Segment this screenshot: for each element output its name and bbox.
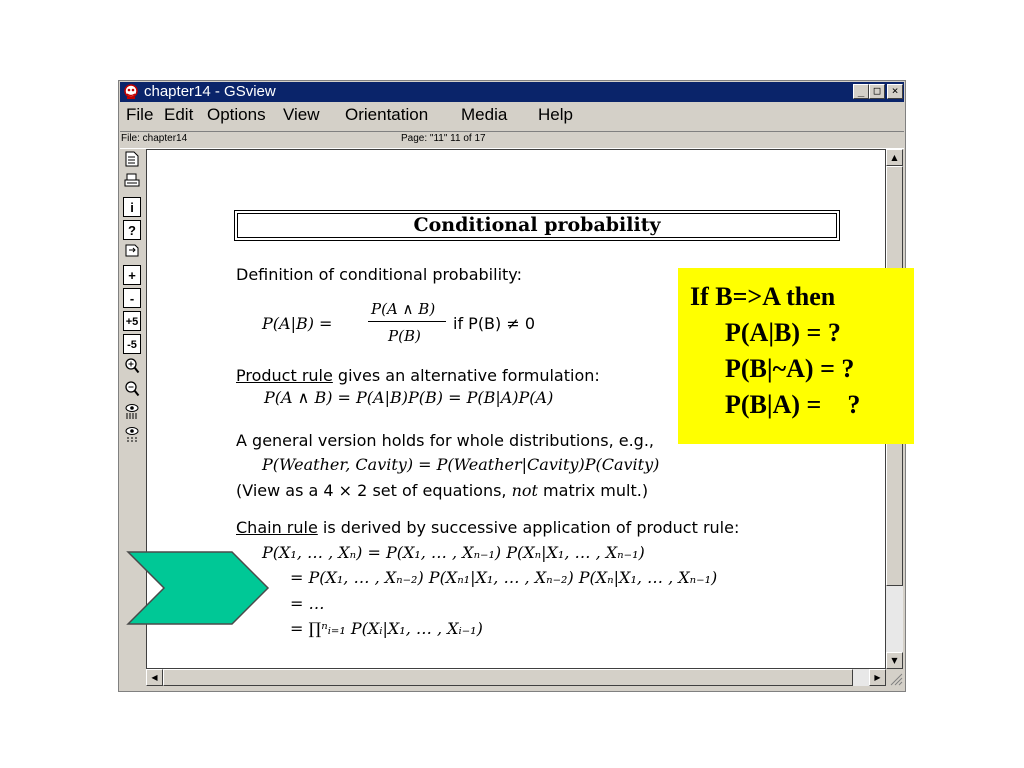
product-rule-link: Product rule: [236, 366, 333, 385]
menu-bar: [120, 103, 904, 127]
definition-numerator: P(A ∧ B): [371, 300, 436, 318]
question-callout: [678, 268, 914, 444]
prev-5-pages-button[interactable]: -5: [123, 334, 141, 354]
file-name-status: File: chapter14: [121, 133, 188, 144]
help-button[interactable]: ?: [123, 220, 141, 240]
view-note-b: matrix mult.): [537, 481, 649, 500]
chain-rule-text: is derived by successive application of product rule:: [317, 518, 740, 537]
title-bar[interactable]: [120, 82, 904, 102]
find-icon[interactable]: [123, 403, 141, 423]
chain-formula-line-4: = ∏ⁿᵢ₌₁ P(Xᵢ|X₁, … , Xᵢ₋₁): [290, 619, 483, 638]
info-button[interactable]: i: [123, 197, 141, 217]
menu-media[interactable]: Media: [461, 105, 508, 124]
menu-orientation[interactable]: Orientation: [345, 105, 429, 124]
definition-lhs: P(A|B) =: [262, 314, 333, 333]
zoom-out-icon[interactable]: [123, 380, 141, 400]
status-line: [120, 131, 904, 149]
horizontal-scrollbar[interactable]: [146, 669, 886, 686]
view-note: [236, 481, 648, 500]
chain-formula-line-1: P(X₁, … , Xₙ) = P(X₁, … , Xₙ₋₁) P(Xₙ|X₁, … , Xₙ₋₁): [262, 543, 645, 562]
general-version-text: A general version holds for whole distributions, e.g.,: [236, 431, 654, 450]
product-rule-formula: P(A ∧ B) = P(A|B)P(B) = P(B|A)P(A): [264, 388, 554, 407]
page-status: Page: "11" 11 of 17: [401, 133, 486, 144]
slide-title: Conditional probability: [237, 213, 837, 238]
product-rule-text: gives an alternative formulation:: [332, 366, 600, 385]
scroll-down-icon[interactable]: ▼: [886, 652, 903, 669]
next-5-pages-button[interactable]: +5: [123, 311, 141, 331]
view-note-a: (View as a 4 × 2 set of equations,: [236, 481, 512, 500]
definition-heading: Definition of conditional probability:: [236, 265, 522, 284]
prev-page-button[interactable]: -: [123, 288, 141, 308]
goto-page-icon[interactable]: [123, 242, 141, 262]
general-formula: P(Weather, Cavity) = P(Weather|Cavity)P(Cavity): [262, 455, 660, 474]
find-next-icon[interactable]: [123, 426, 141, 446]
open-icon[interactable]: [123, 151, 141, 171]
menu-file[interactable]: File: [126, 105, 154, 124]
fraction-bar: [368, 321, 446, 322]
horizontal-scroll-thumb[interactable]: [163, 669, 853, 686]
callout-line-2: P(A|B) = ?: [725, 318, 841, 347]
minimize-button[interactable]: _: [853, 84, 869, 99]
scroll-right-icon[interactable]: ▶: [869, 669, 886, 686]
menu-edit[interactable]: Edit: [164, 105, 194, 124]
callout-line-3: P(B|~A) = ?: [725, 354, 855, 383]
close-button[interactable]: ×: [887, 84, 903, 99]
definition-condition: if P(B) ≠ 0: [453, 314, 536, 333]
chain-rule-line: [236, 518, 739, 537]
zoom-in-icon[interactable]: [123, 357, 141, 377]
chain-formula-line-2: = P(X₁, … , Xₙ₋₂) P(Xₙ₁|X₁, … , Xₙ₋₂) P(Xₙ|X₁, … , Xₙ₋₁): [290, 568, 718, 587]
callout-line-1: If B=>A then: [690, 282, 836, 311]
print-icon[interactable]: [123, 173, 141, 193]
maximize-button[interactable]: □: [869, 84, 885, 99]
menu-view[interactable]: View: [283, 105, 320, 124]
product-rule-line: [236, 366, 600, 385]
scroll-up-icon[interactable]: ▲: [886, 149, 903, 166]
next-page-button[interactable]: +: [123, 265, 141, 285]
definition-denominator: P(B): [388, 327, 421, 345]
resize-grip-icon[interactable]: [886, 669, 903, 686]
menu-help[interactable]: Help: [538, 105, 573, 124]
slide-title-frame: [234, 210, 840, 241]
gsview-ghost-icon: [123, 84, 139, 100]
view-note-not: not: [511, 481, 538, 500]
window-title: chapter14 - GSview: [144, 83, 276, 100]
scroll-left-icon[interactable]: ◀: [146, 669, 163, 686]
chain-formula-line-3: = …: [290, 594, 325, 613]
pointer-arrow-icon: [126, 550, 272, 626]
chain-rule-link: Chain rule: [236, 518, 318, 537]
menu-options[interactable]: Options: [207, 105, 266, 124]
callout-line-4: P(B|A) = ?: [725, 390, 861, 419]
